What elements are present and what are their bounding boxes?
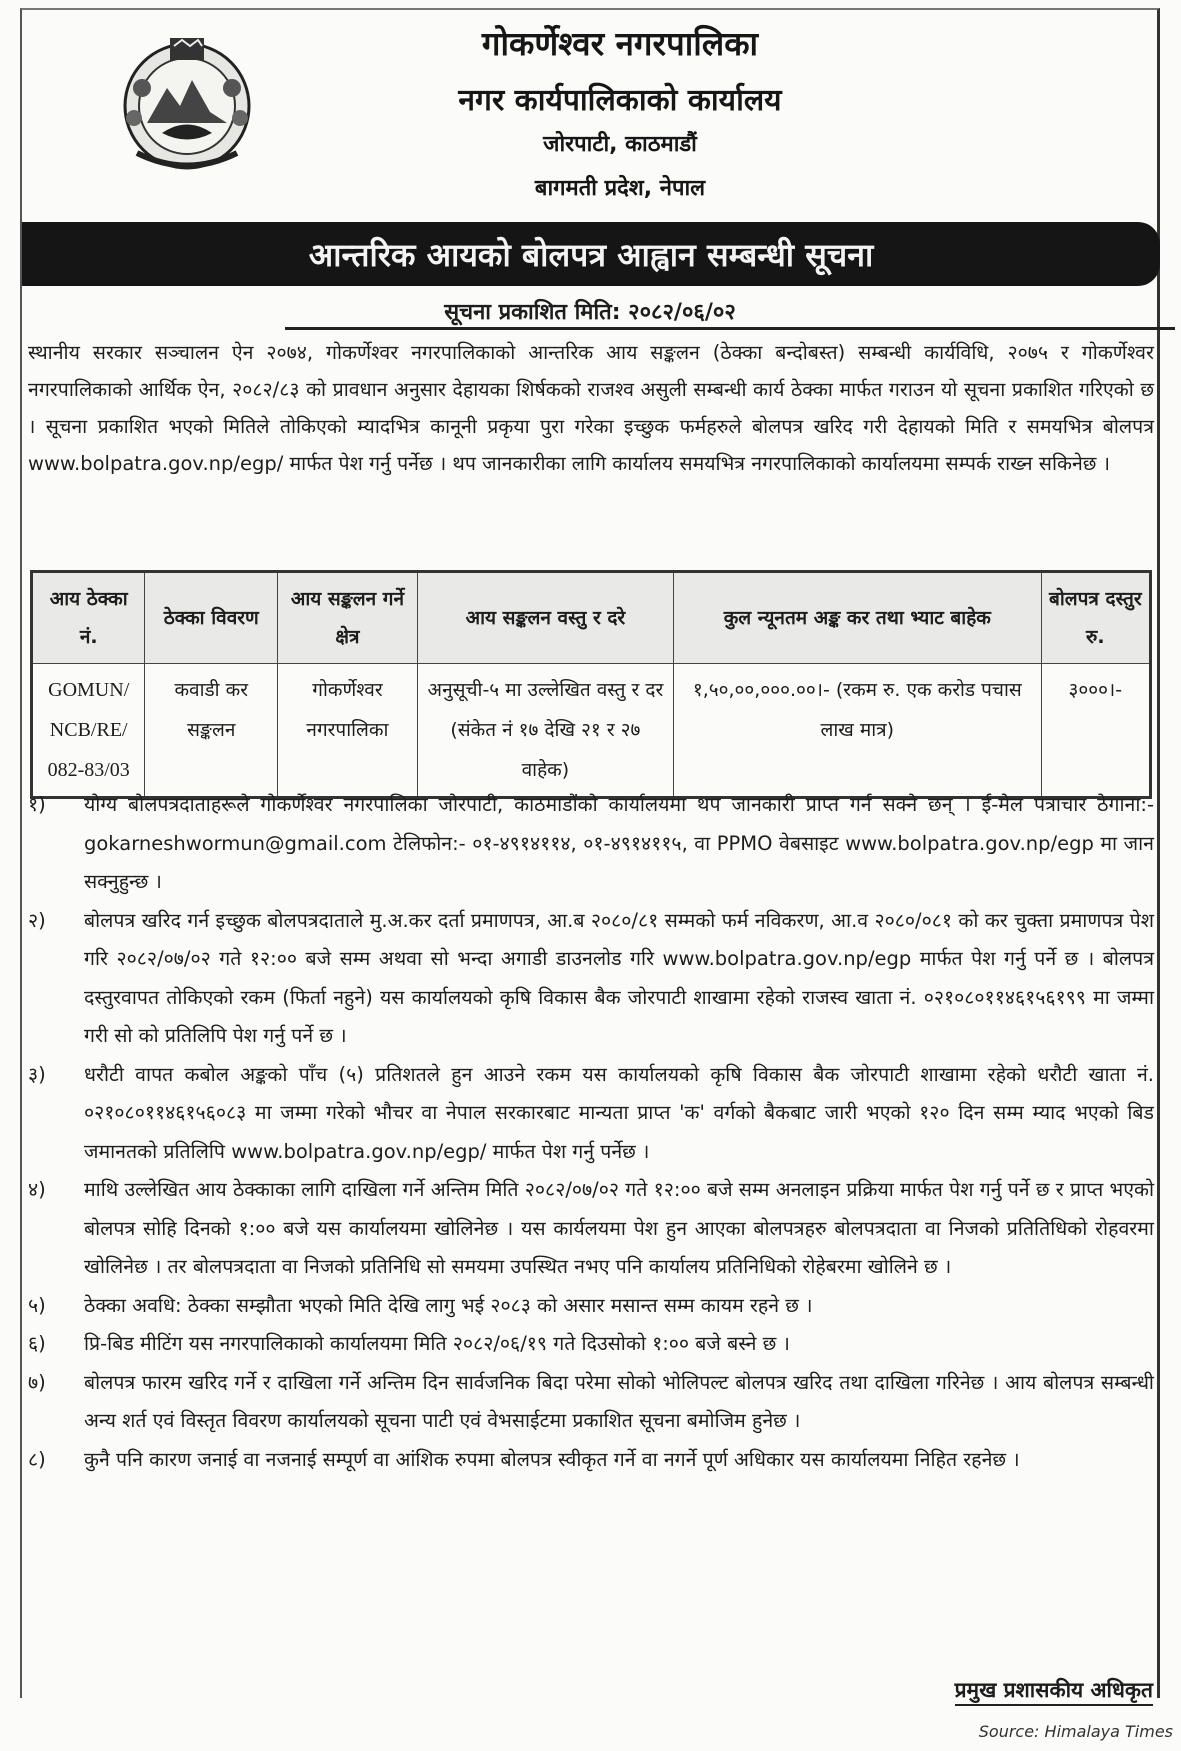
- cell-minimum-amount: १,५०,००,०००.००।- (रकम रु. एक करोड पचास लाख मात्र): [674, 664, 1042, 798]
- item-number: ८): [28, 1447, 46, 1471]
- cell-items-rates: अनुसूची-५ मा उल्लेखित वस्तु र दर (संकेत नं १७ देखि २१ र २७ वाहेक): [417, 664, 673, 798]
- item-number: २): [28, 908, 46, 932]
- header-contract-details: ठेक्का विवरण: [145, 572, 278, 664]
- cell-bid-fee: ३०००।-: [1041, 664, 1150, 798]
- item-text: माथि उल्लेखित आय ठेक्काका लागि दाखिला गर्ने अन्तिम मिति २०८२/०७/०२ गते १२:०० बजे सम्म अनलाइन प्रक्रिया मार्फत पेश गर्नु पर्ने छ र प्राप्त भएको बोलपत्र सोहि दिनको १:०० बजे यस कार्यालयमा खोलिनेछ । यस कार्यलयमा पेश हुन आएका बोलपत्रहरु बोलपत्रदाता वा निजको प्रतितिधिको रोहवरमा खोलिनेछ । तर बोलपत्रदाता वा निजको प्रतिनिधि सो समयमा उपस्थित नभए पनि कार्यालय प्रतिनिधिको रोहेबरमा खोलिने छ ।: [84, 1178, 1154, 1278]
- table-header-row: [32, 572, 1151, 664]
- list-item: [28, 1171, 1154, 1287]
- conditions-list: [28, 786, 1154, 1479]
- divider: [285, 327, 1175, 330]
- list-item: [28, 1287, 1154, 1326]
- list-item: [28, 1056, 1154, 1172]
- item-number: ७): [28, 1370, 46, 1394]
- item-text: कुनै पनि कारण जनाई वा नजनाई सम्पूर्ण वा आंशिक रुपमा बोलपत्र स्वीकृत गर्ने वा नगर्ने पूर्ण अधिकार यस कार्यालयमा निहित रहनेछ ।: [84, 1447, 1020, 1471]
- header-items-rates: आय सङ्कलन वस्तु र दरे: [417, 572, 673, 664]
- office-name: नगर कार्यपालिकाको कार्यालय: [458, 83, 782, 118]
- header-contract-no: आय ठेक्का नं.: [32, 572, 145, 664]
- notice-title-banner: आन्तरिक आयको बोलपत्र आह्वान सम्बन्धी सूचना: [22, 222, 1160, 286]
- list-item: [28, 1325, 1154, 1364]
- item-text: प्रि-बिड मीटिंग यस नगरपालिकाको कार्यालयमा मिति २०८२/०६/१९ गते दिउसोको १:०० बजे बस्ने छ ।: [84, 1332, 790, 1355]
- item-number: ५): [28, 1293, 46, 1317]
- source-credit: Source: Himalaya Times: [978, 1722, 1173, 1741]
- header-bid-fee: बोलपत्र दस्तुर रु.: [1041, 572, 1150, 664]
- item-number: ४): [28, 1178, 46, 1201]
- item-text: धरौटी वापत कबोल अङ्कको पाँच (५) प्रतिशतले हुन आउने रकम यस कार्यालयको कृषि विकास बैक जोरपाटी शाखामा रहेको धरौटी खाता नं. ०२१०८०११४६१५६०८३ मा जम्मा गरेको भौचर वा नेपाल सरकारबाट मान्यता प्राप्त 'क' वर्गको बैकबाट जारी भएको १२० दिन सम्म म्याद भएको बिड जमानतको प्रतिलिपि www.bolpatra.gov.np/egp/ मार्फत पेश गर्नु पर्नेछ ।: [84, 1062, 1154, 1163]
- cell-contract-details: कवाडी कर सङ्कलन: [145, 664, 278, 798]
- table-row: [32, 664, 1151, 798]
- publication-date: सूचना प्रकाशित मिति: २०८२/०६/०२: [444, 300, 736, 325]
- item-text: बोलपत्र फारम खरिद गर्ने र दाखिला गर्ने अन्तिम दिन सार्वजनिक बिदा परेमा सोको भोलिपल्ट बोलपत्र खरिद तथा दाखिला गरिनेछ । आय बोलपत्र सम्बन्धी अन्य शर्त एवं विस्तृत विवरण कार्यालयको सूचना पाटी एवं वेभसाईटमा प्रकाशित सूचना बमोजिम हुनेछ ।: [84, 1370, 1154, 1432]
- intro-paragraph: स्थानीय सरकार सञ्चालन ऐन २०७४, गोकर्णेश्वर नगरपालिकाको आन्तरिक आय सङ्कलन (ठेक्का बन्दोबस्त) सम्बन्धी कार्यविधि, २०७५ र गोकर्णेश्वर नगरपालिकाको आर्थिक ऐन, २०८२/८३ को प्रावधान अनुसार देहायका शिर्षकको राजश्व असुली सम्बन्धी कार्य ठेक्का मार्फत गराउन यो सूचना प्रकाशित गरिएको छ । सूचना प्रकाशित भएको मितिले तोकिएको म्यादभित्र कानूनी प्रकृया पुरा गरेका इच्छुक फर्महरुले बोलपत्र खरिद गरी देहायको मिति र समयभित्र बोलपत्र www.bolpatra.gov.np/egp/ मार्फत पेश गर्नु पर्नेछ । थप जानकारीका लागि कार्यालय समयभित्र नगरपालिकाको कार्यालयमा सम्पर्क राख्न सकिनेछ ।: [28, 341, 1154, 475]
- item-number: ६): [28, 1332, 46, 1355]
- office-location: जोरपाटी, काठमाडौं: [543, 132, 697, 157]
- list-item: [28, 786, 1154, 902]
- item-number: ३): [28, 1062, 46, 1086]
- list-item: [28, 1364, 1154, 1441]
- cell-contract-no: GOMUN/ NCB/RE/ 082-83/03: [32, 664, 145, 798]
- item-text: बोलपत्र खरिद गर्न इच्छुक बोलपत्रदाताले मु.अ.कर दर्ता प्रमाणपत्र, आ.ब २०८०/८१ सम्मको फर्म नविकरण, आ.व २०८०/०८१ को कर चुक्ता प्रमाणपत्र पेश गरि २०८२/०७/०२ गते १२:०० बजे सम्म अथवा सो भन्दा अगाडी डाउनलोड गरि www.bolpatra.gov.np/egp मार्फत पेश गर्नु पर्ने छ । बोलपत्र दस्तुरवापत तोकिएको रकम (फिर्ता नहुने) यस कार्यालयको कृषि विकास बैक जोरपाटी शाखामा रहेको राजस्व खाता नं. ०२१०८०११४६१५६१९९ मा जम्मा गरी सो को प्रतिलिपि पेश गर्नु पर्ने छ ।: [84, 908, 1154, 1047]
- signature-title: प्रमुख प्रशासकीय अधिकृत: [955, 1676, 1153, 1706]
- cell-collection-area: गोकर्णेश्वर नगरपालिका: [278, 664, 418, 798]
- header-minimum-amount: कुल न्यूनतम अङ्क कर तथा भ्याट बाहेक: [674, 572, 1042, 664]
- item-number: १): [28, 793, 46, 816]
- header-collection-area: आय सङ्कलन गर्ने क्षेत्र: [278, 572, 418, 664]
- contract-table: [30, 570, 1152, 799]
- list-item: [28, 1441, 1154, 1480]
- office-province: बागमती प्रदेश, नेपाल: [534, 176, 706, 201]
- item-text: ठेक्का अवधि: ठेक्का सम्झौता भएको मिति देखि लागु भई २०८३ को असार मसान्त सम्म कायम रहने छ ।: [84, 1293, 813, 1317]
- item-text: योग्य बोलपत्रदाताहरूले गोकर्णेश्वर नगरपालिका जोरपाटी, काठमाडौंको कार्यालयमा थप जानकारी प्राप्त गर्न सक्ने छन् । ई-मेल पत्राचार ठेगाना:- gokarneshwormun@gmail.com टेलिफोन:- ०१-४९१४११४, ०१-४९१४११५, वा PPMO वेबसाइट www.bolpatra.gov.np/egp मा जान सक्नुहुन्छ ।: [84, 793, 1154, 893]
- list-item: [28, 902, 1154, 1056]
- municipality-name: गोकर्णेश्वर नगरपालिका: [481, 24, 759, 63]
